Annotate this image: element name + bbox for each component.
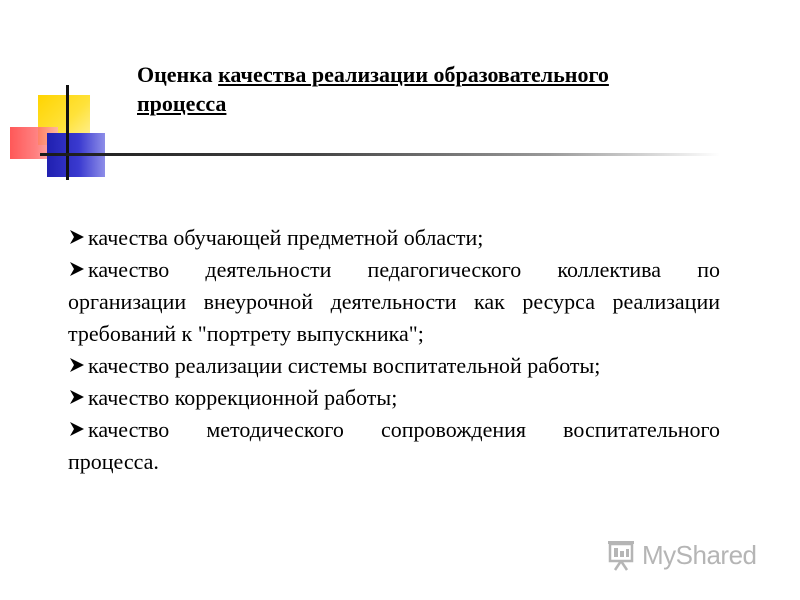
title-underlined-line2: процесса [137,91,227,116]
projector-screen-icon [606,538,636,572]
list-item-text: качество методического сопровождения воспитательного процесса. [68,417,720,474]
watermark-logo [606,536,766,574]
arrow-bullet-icon [68,420,86,438]
list-item [68,382,720,414]
list-item [68,254,720,350]
title-plain: Оценка [137,62,219,87]
list-item [68,350,720,382]
list-item-text: качество деятельности педагогического коллектива по организации внеурочной деятельности как ресурса реализации требований к "портрету выпускника"; [68,257,720,346]
slide-title [137,60,737,118]
arrow-bullet-icon [68,228,86,246]
watermark-text: MyShared [642,539,757,570]
list-item [68,414,720,478]
list-item-text: качество коррекционной работы; [88,385,398,410]
criteria-list [68,222,720,478]
arrow-bullet-icon [68,388,86,406]
title-underlined-line1: качества реализации образовательного [218,62,609,87]
list-item-text: качества обучающей предметной области; [88,225,484,250]
list-item-text: качество реализации системы воспитательной работы; [88,353,601,378]
arrow-bullet-icon [68,260,86,278]
vertical-divider [66,85,69,180]
arrow-bullet-icon [68,356,86,374]
list-item [68,222,720,254]
horizontal-divider [40,153,720,156]
